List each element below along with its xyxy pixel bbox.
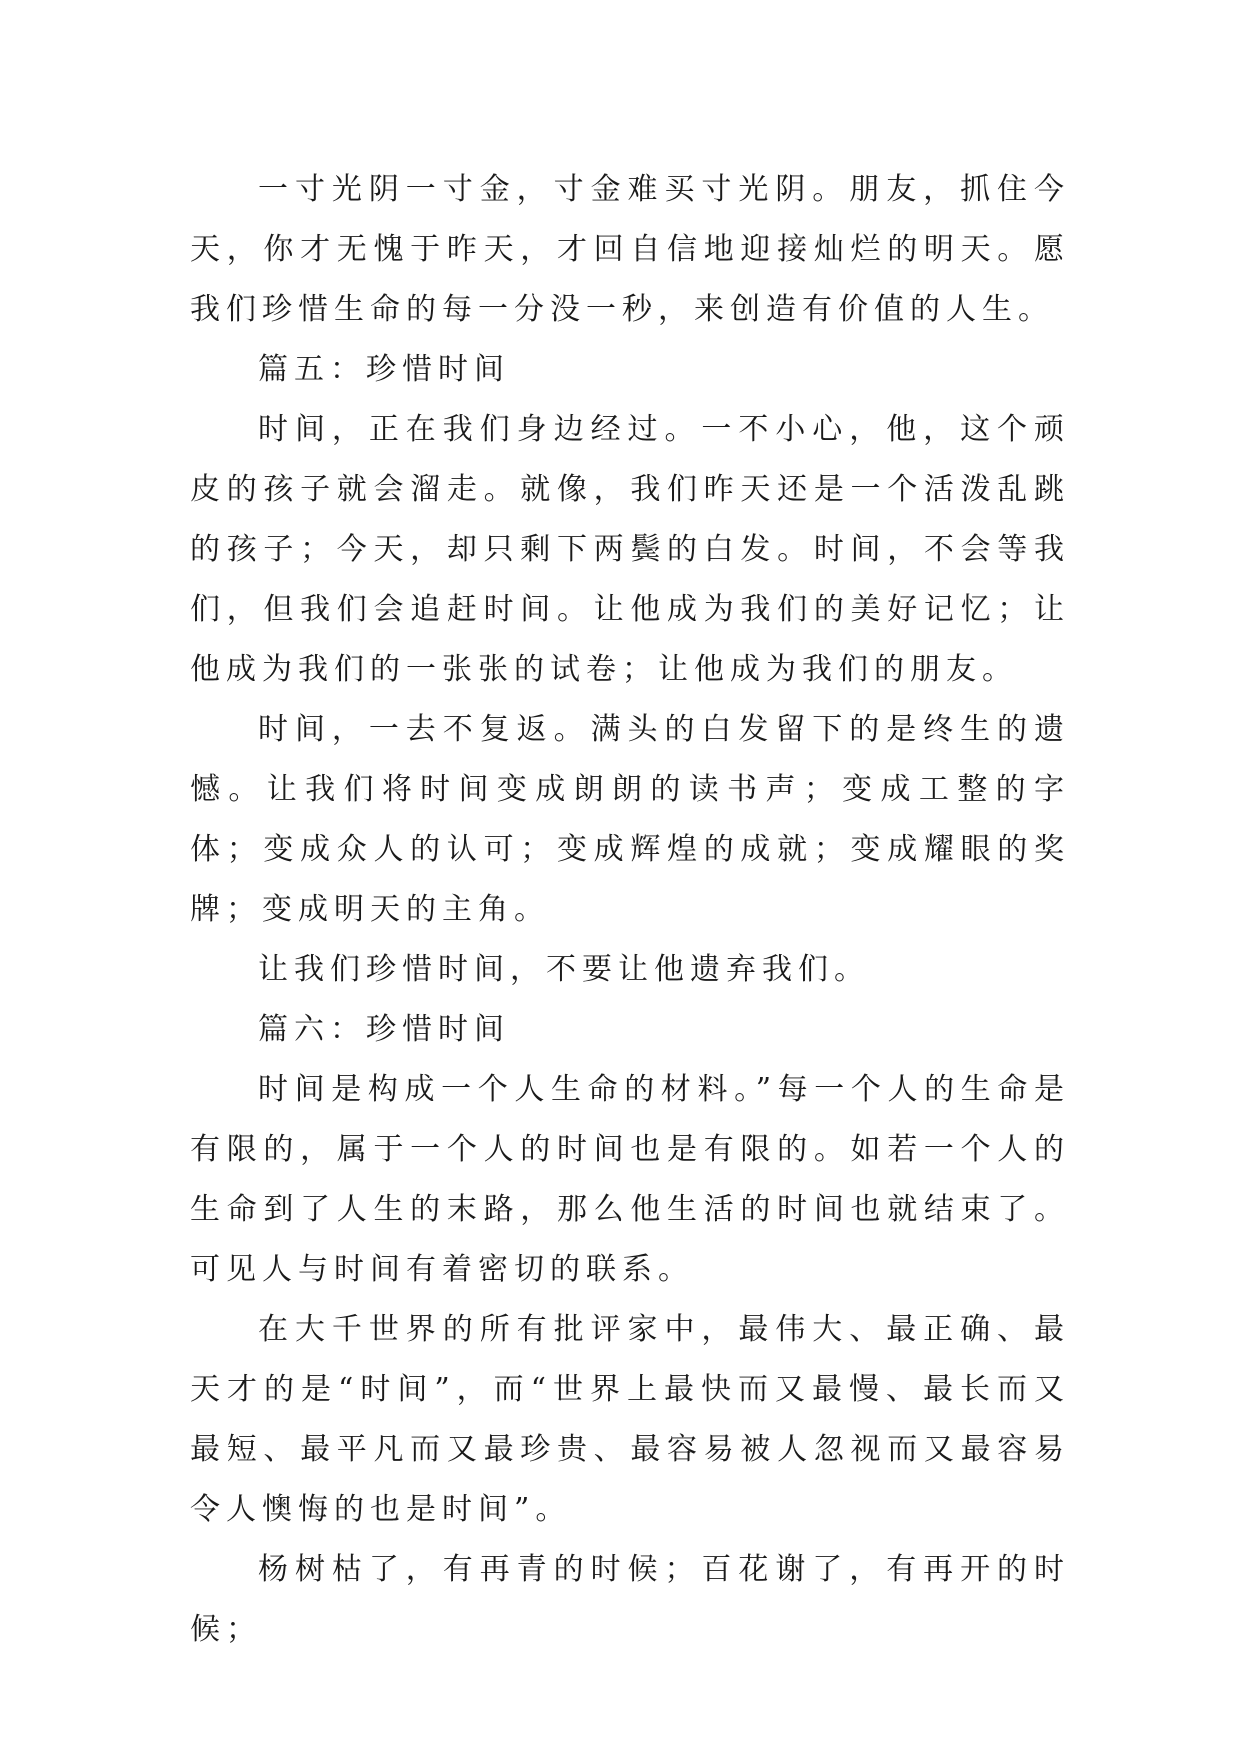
section-heading: 篇五：珍惜时间 (258, 352, 510, 387)
paragraph: 时间，正在我们身边经过。一不小心，他，这个顽皮的孩子就会溜走。就像，我们昨天还是一个活泼乱跳的孩子；今天，却只剩下两鬓的白发。时间，不会等我们，但我们会追赶时间。让他成为我们的美好记忆；让他成为我们的一张张的试卷；让他成为我们的朋友。 (190, 412, 1070, 687)
paragraph: 杨树枯了，有再青的时候；百花谢了，有再开的时候； (190, 1552, 1070, 1647)
paragraph: 在大千世界的所有批评家中，最伟大、最正确、最天才的是“时间”，而“世界上最快而又最慢、最长而又最短、最平凡而又最珍贵、最容易被人忽视而又最容易令人懊悔的也是时间”。 (190, 1312, 1070, 1527)
paragraph: 让我们珍惜时间，不要让他遗弃我们。 (258, 952, 870, 987)
paragraph: 一寸光阴一寸金，寸金难买寸光阴。朋友，抓住今天，你才无愧于昨天，才回自信地迎接灿烂的明天。愿我们珍惜生命的每一分没一秒，来创造有价值的人生。 (190, 172, 1070, 327)
paragraph: 时间是构成一个人生命的材料。”每一个人的生命是有限的，属于一个人的时间也是有限的。如若一个人的生命到了人生的末路，那么他生活的时间也就结束了。可见人与时间有着密切的联系。 (190, 1072, 1070, 1287)
section-heading: 篇六：珍惜时间 (258, 1012, 510, 1047)
paragraph: 时间，一去不复返。满头的白发留下的是终生的遗憾。让我们将时间变成朗朗的读书声；变成工整的字体；变成众人的认可；变成辉煌的成就；变成耀眼的奖牌；变成明天的主角。 (190, 712, 1070, 927)
document-page (190, 160, 1070, 1660)
